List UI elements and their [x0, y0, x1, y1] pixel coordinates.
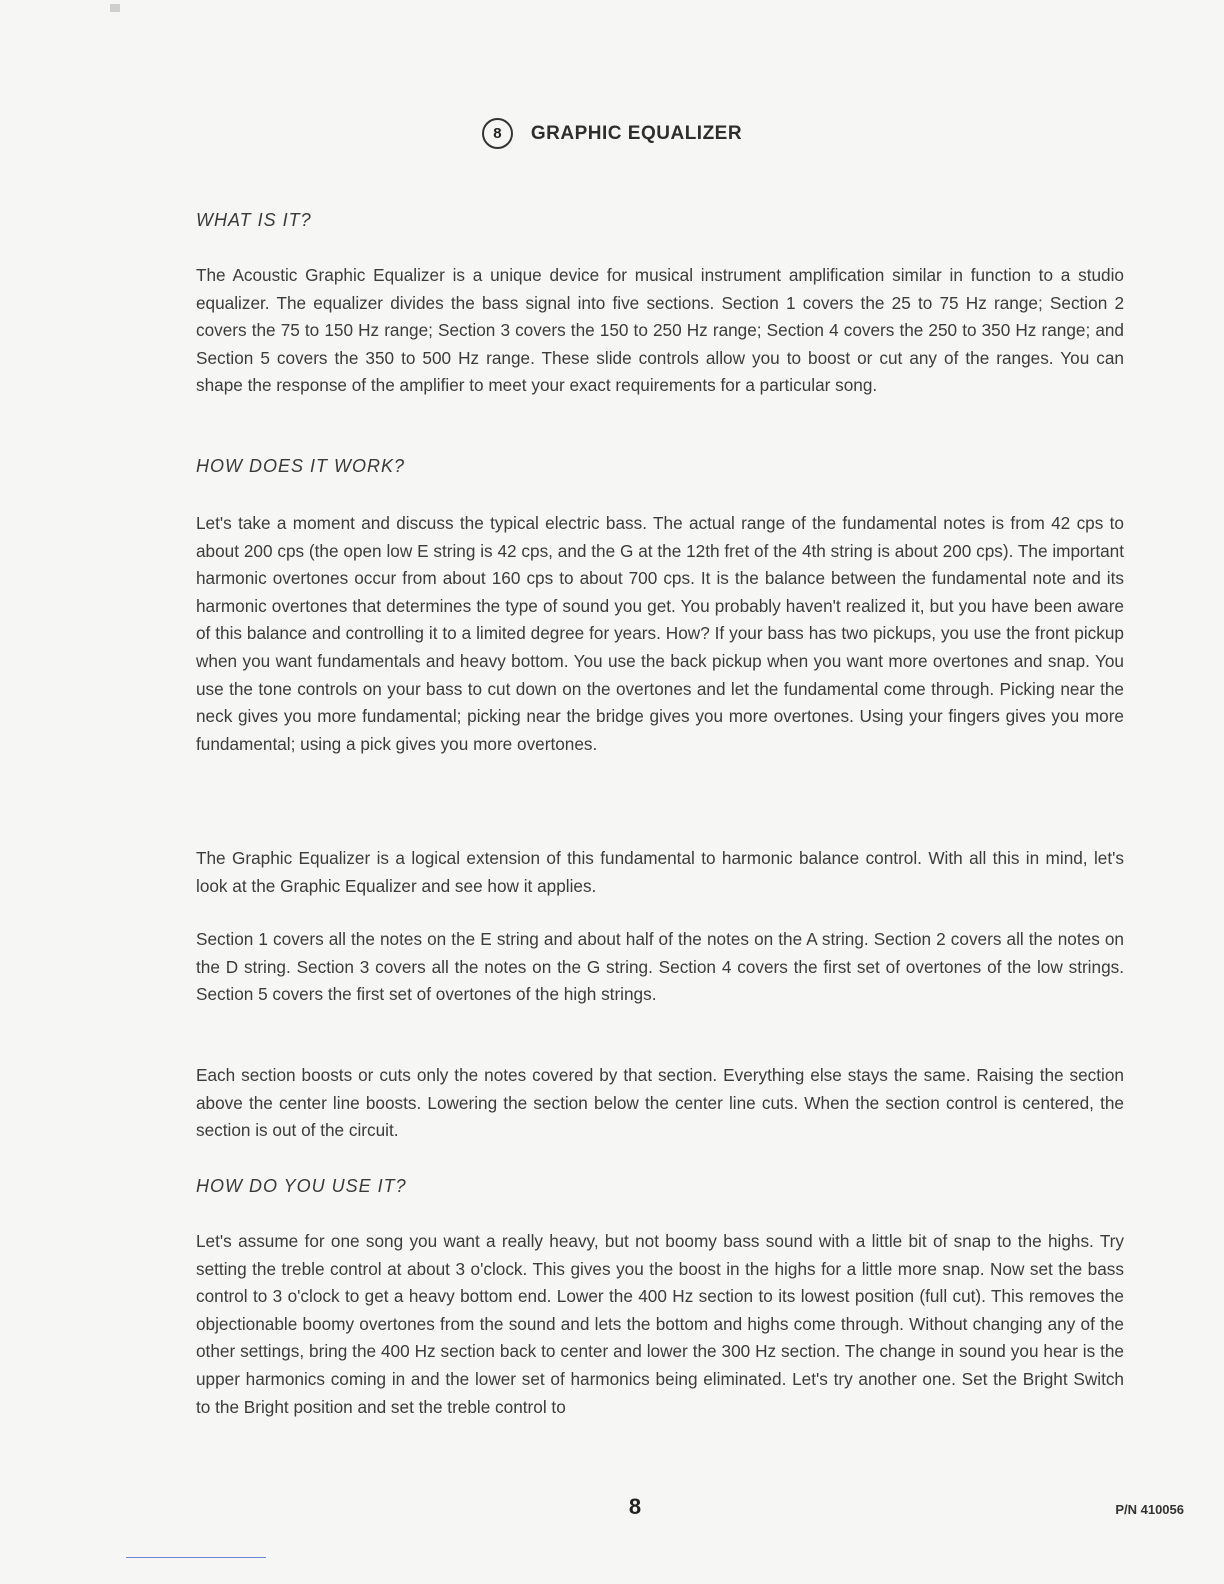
paragraph-logical-extension: The Graphic Equalizer is a logical extension of this fundamental to harmonic balance control. With all this in mind, let's look at the Graphic Equalizer and see how it applies. [196, 848, 1124, 896]
paragraph-bass-range: Let's take a moment and discuss the typical electric bass. The actual range of the fundamental notes is from 42 cps to about 200 cps (the open low E string is 42 cps, and the G at the 12th fret of the 4th string is about 200 cps). The important harmonic overtones occur from about 160 cps to about 700 cps. It is the balance between the fundamental note and its harmonic overtones that determines the type of sound you get. You probably haven't realized it, but you have been aware of this balance and controlling it to a limited degree for years. How? If your bass has two pickups, you use the front pickup when you want fundamentals and heavy bottom. You use the back pickup when you want more overtones and snap. You use the tone controls on your bass to cut down on the overtones and let the fundamental come through. Picking near the neck gives you more fundamental; picking near the bridge gives you more overtones. Using your fingers gives you more fundamental; using a pick gives you more overtones. [196, 513, 1124, 754]
paragraph-section-coverage: Section 1 covers all the notes on the E string and about half of the notes on the A string. Section 2 covers all the notes on the D string. Section 3 covers all the notes on the G string. Section 4 covers the first set of overtones of the low strings. Section 5 covers the first set of overtones of the high strings. [196, 929, 1124, 1005]
scan-mark [110, 4, 120, 12]
heading-how-do-you-use-it: HOW DO YOU USE IT? [196, 1176, 407, 1196]
section-title-row [0, 118, 1224, 149]
section-number-badge: 8 [482, 118, 513, 149]
page-number: 8 [628, 1494, 642, 1519]
heading-how-does-it-work: HOW DOES IT WORK? [196, 456, 406, 476]
heading-what-is-it: WHAT IS IT? [196, 210, 312, 230]
paragraph-what-is-it: The Acoustic Graphic Equalizer is a unique device for musical instrument amplification similar in function to a studio equalizer. The equalizer divides the bass signal into five sections. Section 1 covers the 25 to 75 Hz range; Section 2 covers the 75 to 150 Hz range; Section 3 covers the 150 to 250 Hz range; Section 4 covers the 250 to 350 Hz range; and Section 5 covers the 350 to 500 Hz range. These slide controls allow you to boost or cut any of the ranges. You can shape the response of the amplifier to meet your exact requirements for a particular song. [196, 265, 1124, 396]
part-number: P/N 410056 [1115, 1502, 1184, 1517]
paragraph-usage-example: Let's assume for one song you want a really heavy, but not boomy bass sound with a little bit of snap to the highs. Try setting the treble control at about 3 o'clock. This gives you the boost in the highs for a little more snap. Now set the bass control to 3 o'clock to get a heavy bottom end. Lower the 400 Hz section to its lowest position (full cut). This removes the objectionable boomy overtones from the sound and lets the bottom and highs come through. Without changing any of the other settings, bring the 400 Hz section back to center and lower the 300 Hz section. The change in sound you hear is the upper harmonics coming in and the lower set of harmonics being eliminated. Let's try another one. Set the Bright Switch to the Bright position and set the treble control to [196, 1231, 1124, 1417]
page-title: GRAPHIC EQUALIZER [530, 122, 743, 144]
bottom-rule [126, 1557, 266, 1558]
paragraph-boost-cut: Each section boosts or cuts only the notes covered by that section. Everything else stays the same. Raising the section above the center line boosts. Lowering the section below the center line cuts. When the section control is centered, the section is out of the circuit. [196, 1065, 1124, 1141]
